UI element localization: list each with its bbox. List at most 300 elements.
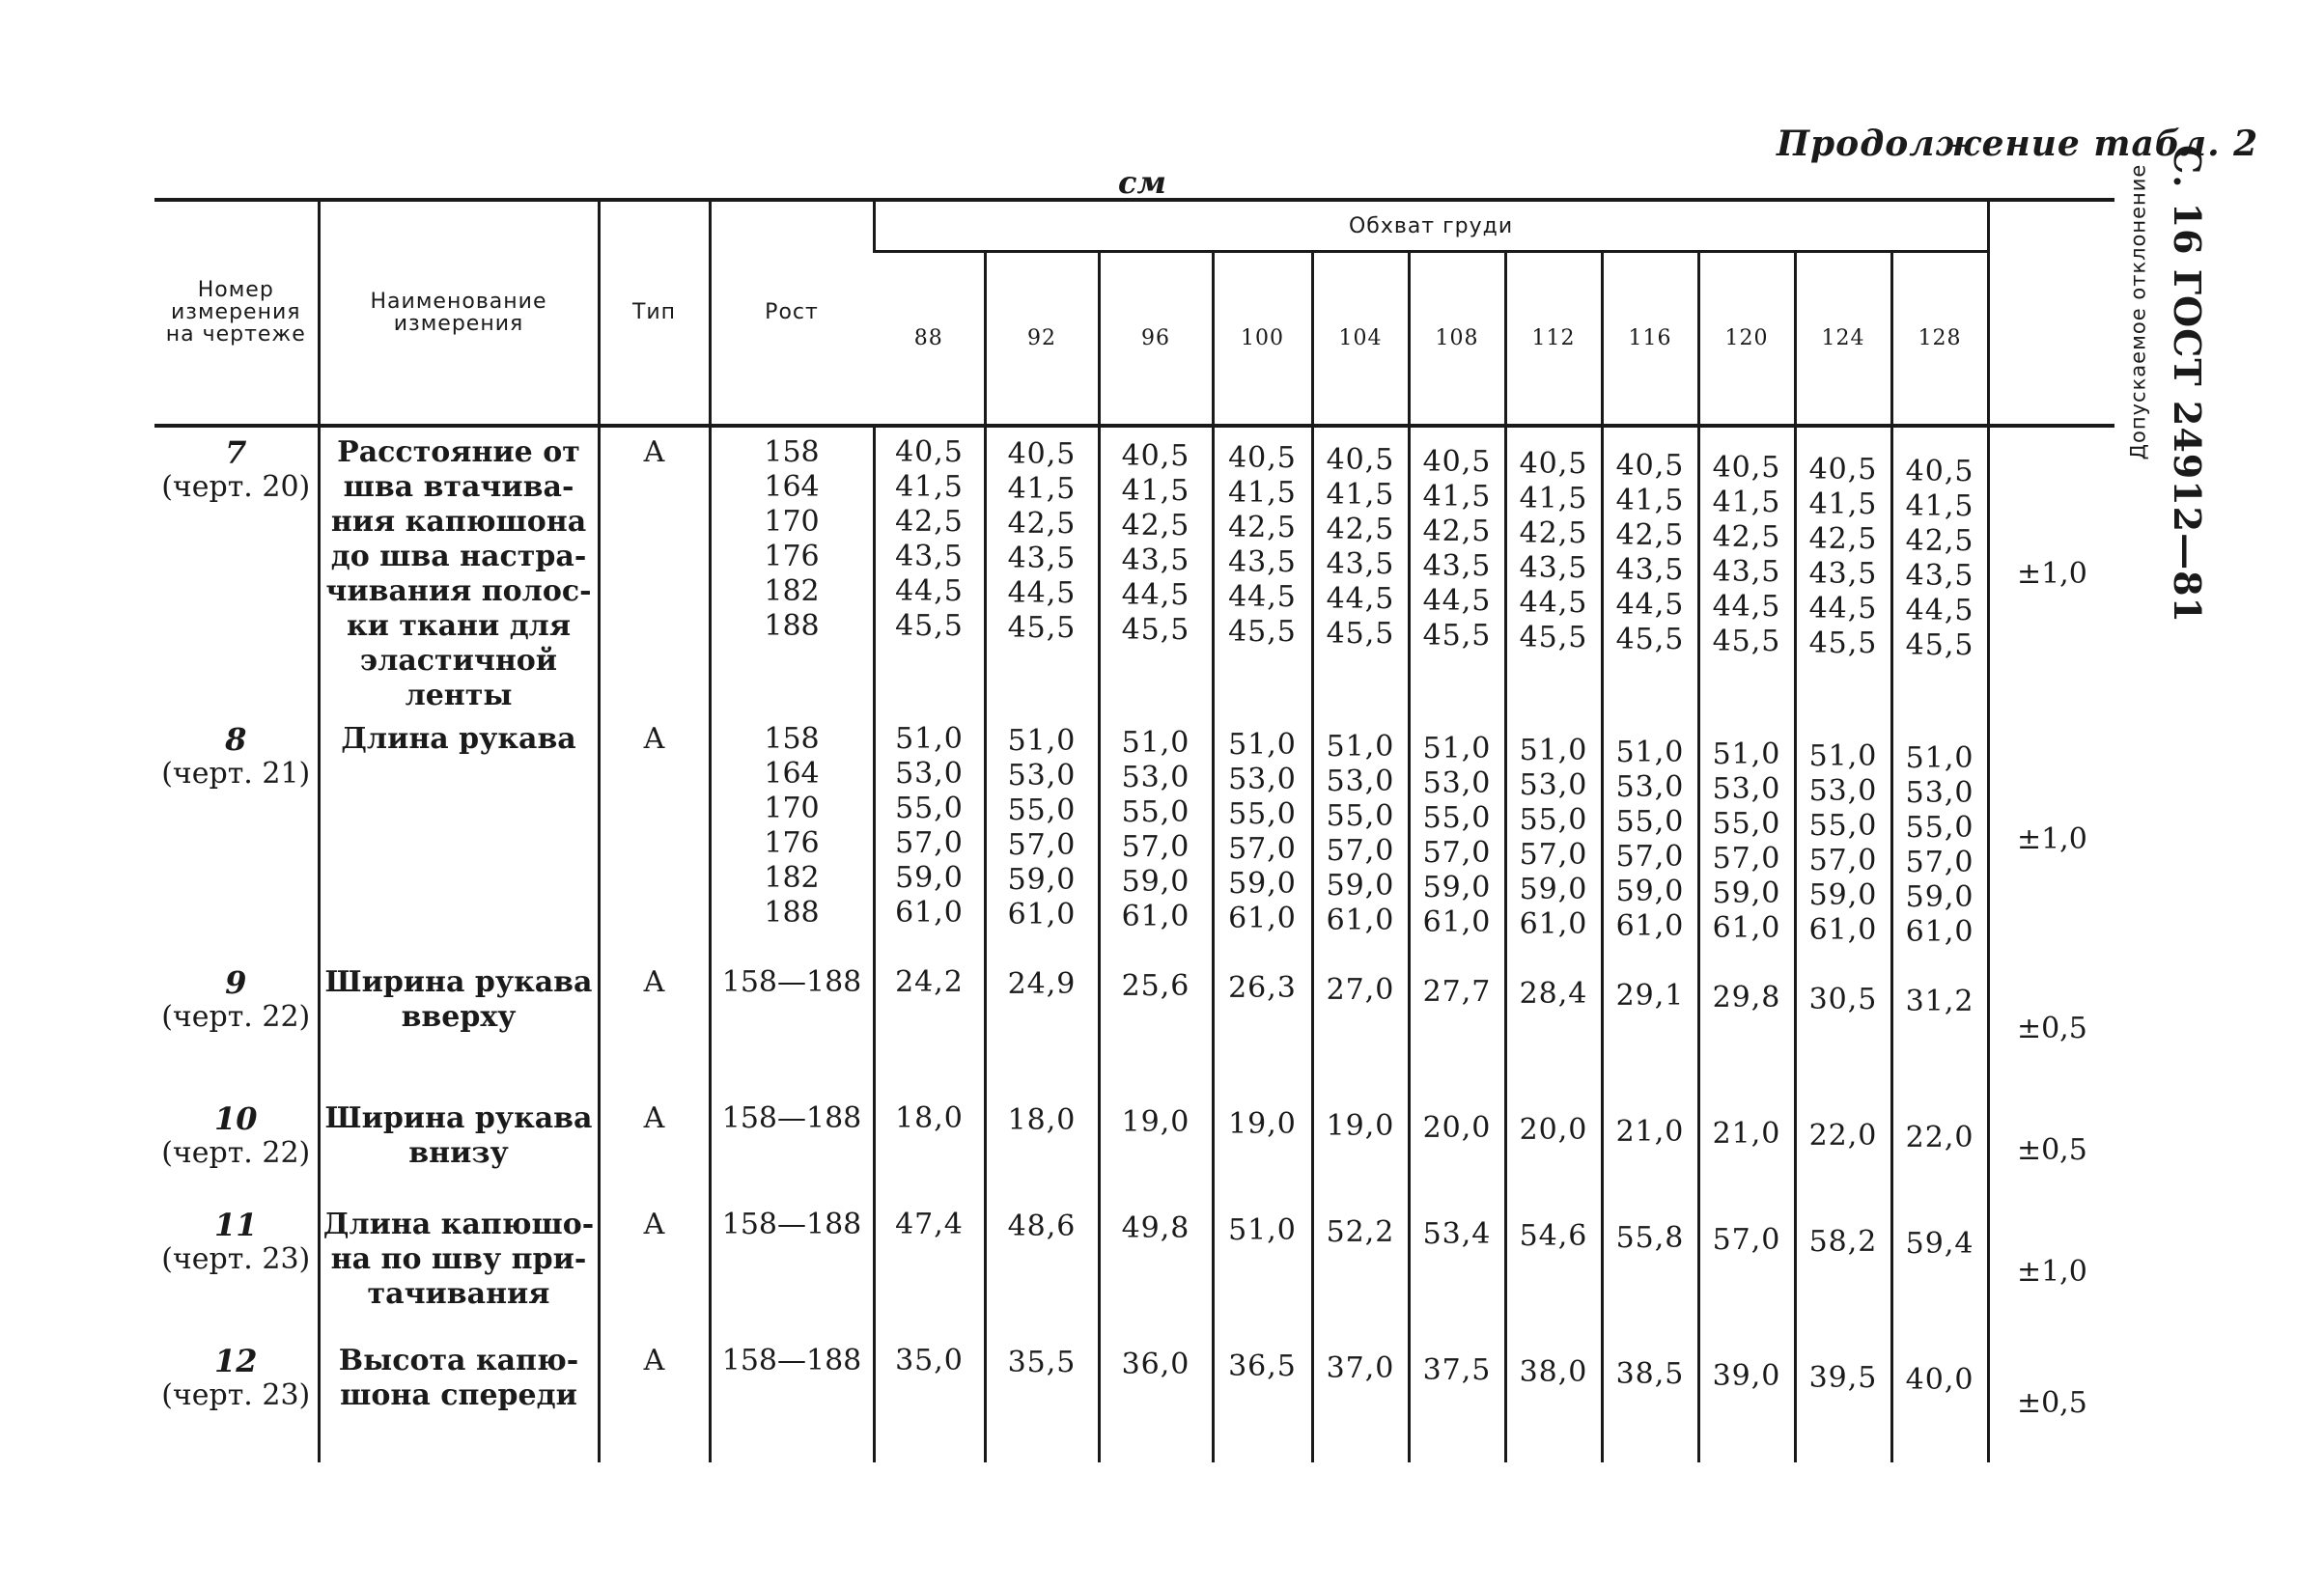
measurement-value: 59,0: [1615, 875, 1685, 909]
drawing-ref: (черт. 20): [161, 469, 311, 504]
measurement-value: 41,5: [1326, 477, 1395, 512]
measurement-value: 27,0: [1326, 972, 1395, 1007]
value-cell: [1602, 1200, 1698, 1336]
tolerance-value: ±0,5: [1988, 1336, 2114, 1462]
value-cell: [1698, 1336, 1795, 1462]
measurement-name: Высота капюшона спереди: [319, 1336, 599, 1462]
measurement-type: А: [599, 1200, 710, 1336]
value-cell: [1698, 426, 1795, 715]
measurement-value: 61,0: [1121, 900, 1190, 934]
continuation-label: Продолжение табл. 2: [1777, 124, 2259, 164]
header-chest-size: 92: [985, 252, 1099, 426]
measurement-value: 44,5: [1326, 581, 1395, 616]
value-cell: [1698, 714, 1795, 958]
value-cell: [985, 426, 1099, 715]
value-cell: [1099, 1094, 1213, 1201]
measurement-value: 53,0: [1905, 776, 1974, 811]
row-number-cell: [154, 958, 319, 1094]
measurement-value: 42,5: [1422, 514, 1492, 548]
value-cell: [1795, 714, 1891, 958]
measurement-value: 55,0: [1519, 803, 1588, 838]
measurement-value: 42,5: [1808, 521, 1878, 556]
tolerance-value: ±1,0: [1988, 1200, 2114, 1336]
measurement-value: 47,4: [895, 1208, 964, 1242]
measurement-value: 43,5: [1808, 556, 1878, 591]
value-cell: [1099, 958, 1213, 1094]
measurement-value: 43,5: [1712, 554, 1781, 589]
measurement-value: 43,5: [1228, 544, 1297, 579]
value-cell: [1602, 958, 1698, 1094]
header-chest-size: 112: [1505, 252, 1602, 426]
measurement-value: 59,0: [1121, 865, 1190, 900]
unit-label: см: [1118, 164, 1166, 201]
value-cell: [1505, 714, 1602, 958]
value-cell: [874, 1200, 985, 1336]
height-value: 182: [764, 861, 820, 896]
value-cell: [1795, 1094, 1891, 1201]
measurement-value: 41,5: [1422, 479, 1492, 514]
measurement-value: 42,5: [1121, 508, 1190, 542]
measurement-value: 61,0: [1615, 909, 1685, 944]
measurement-value: 44,5: [1422, 583, 1492, 618]
measurement-value: 42,5: [1519, 515, 1588, 550]
value-cell: [874, 1094, 985, 1201]
measurement-type: А: [599, 1336, 710, 1462]
height-value: 188: [764, 896, 820, 931]
header-number: Номер измерения на чертеже: [154, 200, 319, 426]
measurement-value: 61,0: [1808, 913, 1878, 948]
measurement-value: 51,0: [895, 722, 964, 757]
measurement-value: 37,0: [1326, 1351, 1395, 1386]
height-cell: [710, 1336, 874, 1462]
measurement-value: 20,0: [1519, 1112, 1588, 1147]
measurement-value: 21,0: [1712, 1116, 1781, 1151]
measurement-value: 39,5: [1808, 1361, 1878, 1396]
measurement-value: 52,2: [1326, 1215, 1395, 1250]
measurement-value: 57,0: [1228, 832, 1297, 867]
header-name: Наименование измерения: [319, 200, 599, 426]
measurement-value: 45,5: [1007, 610, 1077, 645]
measurement-value: 59,0: [895, 861, 964, 896]
height-value: 158—188: [721, 1344, 862, 1378]
measurement-value: 41,5: [1519, 481, 1588, 515]
value-cell: [1795, 426, 1891, 715]
header-tolerance: [1988, 163, 2149, 460]
measurement-value: 38,5: [1615, 1357, 1685, 1392]
measurement-value: 42,5: [1712, 519, 1781, 554]
height-value: 176: [764, 826, 820, 861]
row-number: 9: [225, 963, 247, 1001]
measurement-value: 57,0: [1326, 834, 1395, 869]
height-value: 158: [764, 722, 820, 757]
measurement-value: 43,5: [1326, 546, 1395, 581]
measurement-value: 59,0: [1326, 869, 1395, 904]
drawing-ref: (черт. 23): [161, 1242, 311, 1277]
height-value: 158: [764, 434, 820, 469]
value-cell: [1099, 714, 1213, 958]
value-cell: [1795, 1336, 1891, 1462]
measurement-value: 40,0: [1905, 1363, 1974, 1398]
measurement-value: 24,9: [1007, 966, 1077, 1001]
measurement-value: 57,0: [1615, 840, 1685, 875]
measurement-value: 43,5: [895, 539, 964, 573]
tolerance-value: ±0,5: [1988, 1094, 2114, 1201]
value-cell: [874, 426, 985, 715]
measurement-value: 41,5: [1121, 473, 1190, 508]
drawing-ref: (черт. 23): [161, 1378, 311, 1413]
value-cell: [1213, 1336, 1312, 1462]
value-cell: [1312, 958, 1409, 1094]
header-chest-size: 128: [1891, 252, 1988, 426]
header-chest-size: 88: [874, 252, 985, 426]
value-cell: [1409, 426, 1505, 715]
measurement-type: А: [599, 958, 710, 1094]
value-cell: [1312, 426, 1409, 715]
measurement-value: 55,0: [1905, 811, 1974, 846]
value-cell: [985, 1200, 1099, 1336]
measurement-name: Длина капюшона по шву притачивания: [319, 1200, 599, 1336]
value-cell: [1698, 1200, 1795, 1336]
value-cell: [1409, 958, 1505, 1094]
value-cell: [1409, 1094, 1505, 1201]
tolerance-value: ±1,0: [1988, 714, 2114, 958]
measurement-value: 57,0: [895, 826, 964, 861]
measurement-value: 28,4: [1519, 976, 1588, 1011]
value-cell: [1891, 426, 1988, 715]
measurement-value: 59,4: [1905, 1227, 1974, 1262]
measurement-value: 40,5: [1712, 450, 1781, 485]
measurement-value: 40,5: [1007, 436, 1077, 471]
value-cell: [1505, 1200, 1602, 1336]
row-number-cell: [154, 426, 319, 715]
measurement-value: 41,5: [1712, 485, 1781, 519]
value-cell: [1312, 1336, 1409, 1462]
value-cell: [1602, 1336, 1698, 1462]
measurement-value: 53,0: [1422, 766, 1492, 801]
measurement-value: 43,5: [1519, 550, 1588, 585]
measurement-value: 40,5: [1121, 438, 1190, 473]
measurement-value: 61,0: [1712, 911, 1781, 946]
measurement-value: 59,0: [1808, 878, 1878, 913]
value-cell: [1312, 714, 1409, 958]
height-value: 182: [764, 573, 820, 608]
measurement-value: 59,0: [1712, 876, 1781, 911]
measurement-value: 55,0: [1326, 799, 1395, 834]
measurement-value: 53,0: [1615, 770, 1685, 805]
row-number: 11: [213, 1207, 258, 1244]
height-cell: [710, 1200, 874, 1336]
value-cell: [1099, 426, 1213, 715]
measurement-value: 41,5: [895, 469, 964, 504]
height-cell: [710, 426, 874, 715]
measurement-value: 42,5: [1905, 523, 1974, 558]
height-value: 158—188: [721, 964, 862, 999]
row-number-cell: [154, 714, 319, 958]
height-cell: [710, 714, 874, 958]
measurement-value: 55,0: [1422, 801, 1492, 836]
measurement-value: 51,0: [1121, 726, 1190, 761]
measurement-value: 40,5: [1905, 454, 1974, 488]
page-side-label: С. 16 ГОСТ 24912—81: [2166, 145, 2209, 624]
measurement-value: 22,0: [1905, 1120, 1974, 1154]
measurement-value: 53,0: [1326, 765, 1395, 799]
value-cell: [985, 1336, 1099, 1462]
measurement-value: 41,5: [1615, 483, 1685, 517]
measurement-value: 45,5: [1228, 614, 1297, 649]
value-cell: [1602, 714, 1698, 958]
measurement-value: 55,0: [895, 792, 964, 826]
measurement-value: 53,0: [1519, 768, 1588, 803]
measurement-value: 40,5: [1519, 446, 1588, 481]
measurement-value: 59,0: [1422, 871, 1492, 905]
height-value: 176: [764, 539, 820, 573]
measurement-value: 43,5: [1007, 541, 1077, 575]
value-cell: [1795, 958, 1891, 1094]
measurement-value: 61,0: [895, 896, 964, 931]
measurement-value: 44,5: [1519, 585, 1588, 620]
measurement-value: 45,5: [1326, 616, 1395, 651]
measurement-value: 58,2: [1808, 1225, 1878, 1260]
drawing-ref: (черт. 21): [161, 757, 311, 792]
tolerance-value: ±0,5: [1988, 958, 2114, 1094]
measurement-value: 44,5: [1007, 575, 1077, 610]
value-cell: [1213, 958, 1312, 1094]
measurement-value: 45,5: [1712, 624, 1781, 658]
table-row: [154, 1200, 2114, 1336]
measurement-value: 59,0: [1228, 867, 1297, 902]
value-cell: [1099, 1200, 1213, 1336]
height-value: 158—188: [721, 1100, 862, 1135]
value-cell: [1602, 426, 1698, 715]
measurement-value: 21,0: [1615, 1114, 1685, 1149]
measurement-value: 43,5: [1422, 548, 1492, 583]
value-cell: [1891, 714, 1988, 958]
measurement-value: 40,5: [895, 434, 964, 469]
measurement-value: 44,5: [1905, 593, 1974, 627]
measurement-value: 44,5: [1228, 579, 1297, 614]
measurement-value: 54,6: [1519, 1219, 1588, 1254]
measurement-value: 40,5: [1422, 444, 1492, 479]
measurement-name: Ширина рукава внизу: [319, 1094, 599, 1201]
measurement-value: 61,0: [1326, 904, 1395, 938]
value-cell: [1602, 1094, 1698, 1201]
measurement-type: А: [599, 1094, 710, 1201]
measurement-value: 42,5: [1228, 510, 1297, 544]
measurement-value: 45,5: [1905, 627, 1974, 662]
measurement-value: 35,5: [1007, 1346, 1077, 1380]
measurement-value: 18,0: [895, 1100, 964, 1135]
height-value: 170: [764, 792, 820, 826]
measurement-value: 43,5: [1121, 542, 1190, 577]
value-cell: [874, 714, 985, 958]
header-chest-size: 120: [1698, 252, 1795, 426]
measurement-value: 19,0: [1326, 1108, 1395, 1143]
measurement-value: 51,0: [1422, 732, 1492, 766]
height-value: 164: [764, 469, 820, 504]
value-cell: [1409, 714, 1505, 958]
measurement-value: 20,0: [1422, 1110, 1492, 1145]
value-cell: [1099, 1336, 1213, 1462]
table-row: [154, 1094, 2114, 1201]
measurement-value: 57,0: [1712, 1223, 1781, 1258]
measurement-value: 55,0: [1007, 793, 1077, 828]
value-cell: [1505, 958, 1602, 1094]
measurement-value: 53,0: [1007, 759, 1077, 793]
header-height: Рост: [710, 200, 874, 426]
value-cell: [1213, 1094, 1312, 1201]
header-chest-size: 108: [1409, 252, 1505, 426]
measurement-value: 51,0: [1007, 724, 1077, 759]
measurement-value: 42,5: [895, 504, 964, 539]
measurement-value: 53,0: [1228, 763, 1297, 797]
header-chest-size: 104: [1312, 252, 1409, 426]
drawing-ref: (черт. 22): [161, 1135, 311, 1170]
measurement-value: 51,0: [1326, 730, 1395, 765]
value-cell: [1698, 958, 1795, 1094]
value-cell: [1505, 426, 1602, 715]
header-chest-size: 116: [1602, 252, 1698, 426]
row-number-cell: [154, 1200, 319, 1336]
measurement-value: 48,6: [1007, 1210, 1077, 1244]
value-cell: [874, 1336, 985, 1462]
measurement-value: 35,0: [895, 1344, 964, 1378]
measurement-value: 45,5: [1422, 618, 1492, 653]
measurement-value: 53,0: [895, 757, 964, 792]
height-value: 170: [764, 504, 820, 539]
measurement-value: 41,5: [1228, 475, 1297, 510]
measurement-value: 55,0: [1712, 807, 1781, 842]
measurement-value: 42,5: [1615, 517, 1685, 552]
value-cell: [1891, 1094, 1988, 1201]
measurement-value: 57,0: [1712, 842, 1781, 876]
height-value: 158—188: [721, 1208, 862, 1242]
measurement-value: 18,0: [1007, 1102, 1077, 1137]
measurement-value: 36,0: [1121, 1348, 1190, 1382]
measurement-value: 41,5: [1007, 471, 1077, 506]
measurement-value: 29,1: [1615, 978, 1685, 1013]
measurement-value: 41,5: [1905, 488, 1974, 523]
value-cell: [1505, 1336, 1602, 1462]
measurement-value: 59,0: [1519, 873, 1588, 907]
measurement-type: А: [599, 426, 710, 715]
measurement-value: 25,6: [1121, 968, 1190, 1003]
measurement-name: Длина рукава: [319, 714, 599, 958]
measurement-value: 55,0: [1808, 809, 1878, 844]
value-cell: [1213, 426, 1312, 715]
drawing-ref: (черт. 22): [161, 999, 311, 1034]
table-row: [154, 1336, 2114, 1462]
measurement-value: 40,5: [1808, 452, 1878, 487]
measurement-value: 43,5: [1615, 552, 1685, 587]
measurement-value: 53,0: [1808, 774, 1878, 809]
measurement-value: 44,5: [1615, 587, 1685, 622]
value-cell: [985, 714, 1099, 958]
measurement-value: 51,0: [1228, 728, 1297, 763]
height-cell: [710, 958, 874, 1094]
measurement-value: 45,5: [1615, 622, 1685, 656]
value-cell: [1505, 1094, 1602, 1201]
measurement-value: 61,0: [1228, 902, 1297, 936]
measurement-value: 40,5: [1326, 442, 1395, 477]
measurement-value: 57,0: [1808, 844, 1878, 878]
measurement-value: 61,0: [1007, 898, 1077, 932]
measurement-value: 27,7: [1422, 974, 1492, 1009]
row-number: 7: [225, 433, 247, 471]
value-cell: [1213, 714, 1312, 958]
measurement-value: 49,8: [1121, 1211, 1190, 1246]
measurement-value: 19,0: [1121, 1104, 1190, 1139]
value-cell: [1409, 1200, 1505, 1336]
measurement-value: 55,0: [1121, 795, 1190, 830]
measurement-value: 57,0: [1121, 830, 1190, 865]
value-cell: [1698, 1094, 1795, 1201]
measurement-value: 45,5: [1121, 612, 1190, 647]
row-number: 8: [225, 721, 247, 759]
measurement-name: Ширина рукава вверху: [319, 958, 599, 1094]
measurement-value: 51,0: [1615, 736, 1685, 770]
tolerance-value: ±1,0: [1988, 426, 2114, 715]
measurement-value: 43,5: [1905, 558, 1974, 593]
measurement-value: 57,0: [1905, 846, 1974, 880]
measurement-value: 42,5: [1326, 512, 1395, 546]
measurement-type: А: [599, 714, 710, 958]
measurement-value: 29,8: [1712, 980, 1781, 1015]
measurement-value: 45,5: [1519, 620, 1588, 654]
height-cell: [710, 1094, 874, 1201]
measurement-value: 57,0: [1519, 838, 1588, 873]
measurement-value: 55,0: [1615, 805, 1685, 840]
value-cell: [985, 958, 1099, 1094]
row-number: 12: [213, 1343, 258, 1380]
measurement-value: 39,0: [1712, 1359, 1781, 1394]
value-cell: [1213, 1200, 1312, 1336]
measurement-value: 51,0: [1905, 741, 1974, 776]
value-cell: [985, 1094, 1099, 1201]
measurement-value: 22,0: [1808, 1118, 1878, 1153]
row-number-cell: [154, 1094, 319, 1201]
header-chest-size: 124: [1795, 252, 1891, 426]
header-chest-group: Обхват груди: [874, 200, 1988, 252]
value-cell: [1795, 1200, 1891, 1336]
table-row: [154, 958, 2114, 1094]
measurement-value: 59,0: [1905, 880, 1974, 915]
height-value: 164: [764, 757, 820, 792]
header-type: Тип: [599, 200, 710, 426]
measurement-value: 53,0: [1121, 761, 1190, 795]
row-number: 10: [213, 1099, 258, 1137]
measurement-value: 37,5: [1422, 1353, 1492, 1388]
measurement-value: 30,5: [1808, 982, 1878, 1016]
measurement-value: 24,2: [895, 964, 964, 999]
measurement-value: 36,5: [1228, 1349, 1297, 1384]
measurement-name: Расстояние от шва втачивания капюшона до шва настрачивания полоски ткани для эластичной ленты: [319, 426, 599, 715]
measurement-value: 51,0: [1228, 1213, 1297, 1248]
measurement-value: 45,5: [1808, 626, 1878, 660]
measurement-value: 40,5: [1228, 440, 1297, 475]
table-row: [154, 714, 2114, 958]
measurement-value: 26,3: [1228, 970, 1297, 1005]
measurement-value: 61,0: [1519, 907, 1588, 942]
measurement-value: 57,0: [1007, 828, 1077, 863]
measurement-value: 59,0: [1007, 863, 1077, 898]
measurement-value: 61,0: [1905, 915, 1974, 950]
table-row: [154, 426, 2114, 715]
value-cell: [1312, 1094, 1409, 1201]
measurement-value: 57,0: [1422, 836, 1492, 871]
measurement-value: 61,0: [1422, 905, 1492, 940]
measurement-value: 44,5: [1712, 589, 1781, 624]
measurement-value: 51,0: [1519, 734, 1588, 768]
